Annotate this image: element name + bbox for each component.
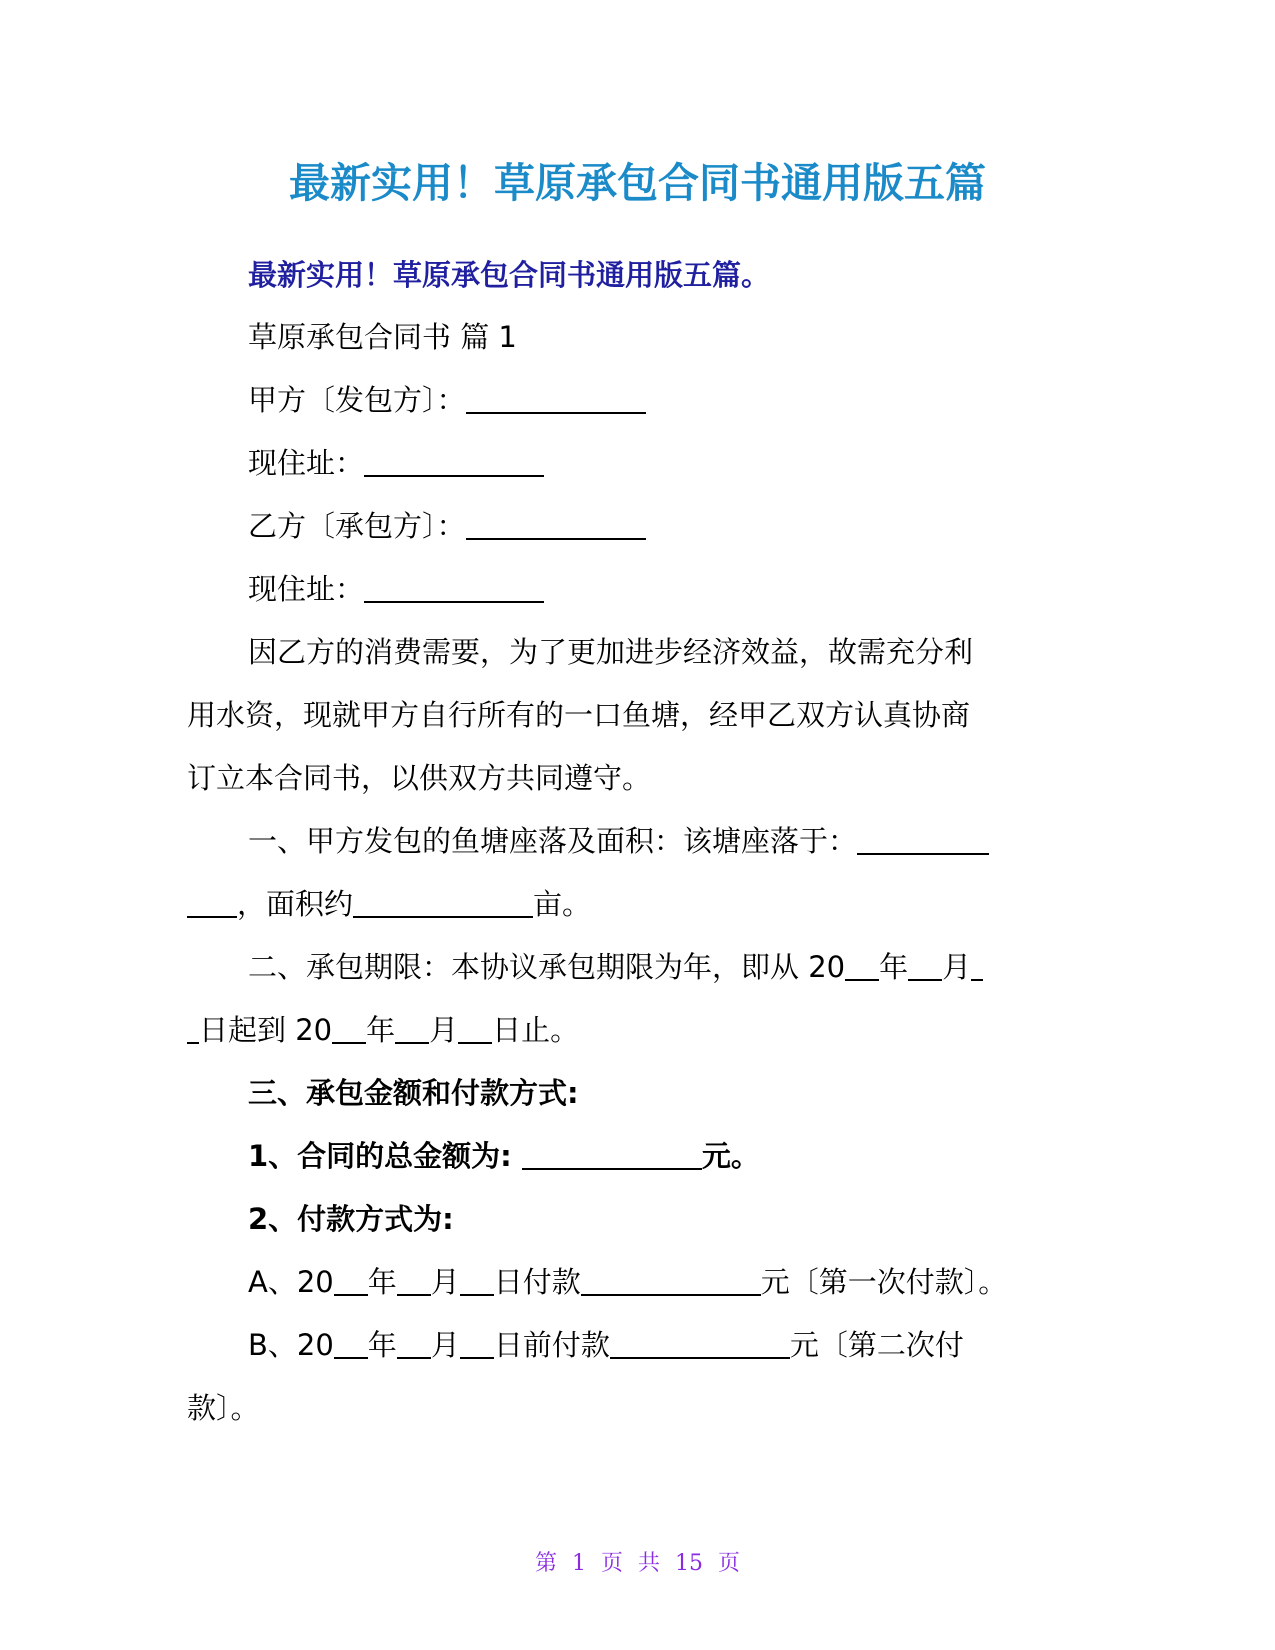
- footer-total-pages: 15: [675, 1551, 704, 1576]
- party-b-label: 乙方〔承包方〕：: [248, 509, 466, 543]
- footer-page-number: 1: [571, 1551, 586, 1576]
- party-a-blank: [466, 382, 646, 414]
- total-amount-label: 1、合同的总金额为:: [248, 1139, 512, 1173]
- party-b-address-blank: [364, 571, 544, 603]
- party-b-blank: [466, 508, 646, 540]
- item-b-line: [248, 1325, 964, 1365]
- end-day-label: 日止。: [492, 1013, 580, 1047]
- footer-label-ye: 页: [600, 1551, 623, 1576]
- end-year-label: 年: [366, 1013, 396, 1047]
- item-b-year: 年: [367, 1328, 397, 1362]
- item-b-line-2: 款〕。: [187, 1391, 260, 1425]
- footer-label-ye-2: 页: [718, 1551, 741, 1576]
- end-month-label: 月: [429, 1013, 459, 1047]
- intro-line-2: 用水资，现就甲方自行所有的一口鱼塘，经甲乙双方认真协商: [187, 698, 971, 732]
- pond-location-blank-cont: [187, 886, 237, 918]
- item-a-line: [248, 1262, 1007, 1302]
- pond-location-blank: [857, 823, 989, 855]
- party-b-address-line: [248, 569, 544, 609]
- area-blank: [353, 886, 533, 918]
- item-a-month: 月: [430, 1265, 460, 1299]
- footer-label-di: 第: [534, 1551, 557, 1576]
- clause1-text: 一、甲方发包的鱼塘座落及面积：该塘座落于：: [248, 824, 858, 858]
- total-amount-unit: 元。: [701, 1139, 760, 1173]
- intro-line-3: 订立本合同书，以供双方共同遵守。: [187, 761, 652, 795]
- end-month-blank: [395, 1012, 429, 1044]
- party-a-address-blank: [364, 445, 544, 477]
- area-unit: 亩。: [533, 887, 592, 921]
- total-amount-blank: [522, 1138, 702, 1170]
- party-a-line: [248, 380, 646, 420]
- start-day-blank-cont: [187, 1012, 199, 1044]
- page-footer: [0, 1546, 1275, 1577]
- item-b-suffix: 元〔第二次付: [789, 1328, 964, 1362]
- clause3-heading: 三、承包金额和付款方式:: [248, 1076, 579, 1110]
- item-a-year-blank: [334, 1264, 368, 1296]
- start-year-label: 年: [879, 950, 909, 984]
- item-a-amount-blank: [581, 1264, 761, 1296]
- item-b-amount-blank: [610, 1327, 790, 1359]
- end-year-blank: [332, 1012, 366, 1044]
- party-a-address-line: [248, 443, 544, 483]
- item-a-day: 日付款: [493, 1265, 581, 1299]
- document-subtitle: 最新实用！草原承包合同书通用版五篇。: [248, 258, 771, 292]
- item-b-year-blank: [334, 1327, 368, 1359]
- item-b-prefix: B、20: [248, 1328, 334, 1362]
- item-b-month-blank: [397, 1327, 431, 1359]
- intro-line-1: 因乙方的消费需要，为了更加进步经济效益，故需充分利: [248, 635, 974, 669]
- start-month-blank: [908, 949, 942, 981]
- clause1-line-1: [248, 821, 989, 861]
- area-label: ，面积约: [237, 887, 354, 921]
- item1-line: [248, 1136, 760, 1176]
- item-a-suffix: 元〔第一次付款〕。: [760, 1265, 1008, 1299]
- party-a-label: 甲方〔发包方〕：: [248, 383, 466, 417]
- item-b-month: 月: [430, 1328, 460, 1362]
- party-b-address-label: 现住址：: [248, 572, 365, 606]
- section-heading: 草原承包合同书 篇 1: [248, 320, 517, 354]
- item-a-year: 年: [367, 1265, 397, 1299]
- footer-label-gong: 共: [638, 1551, 661, 1576]
- item-a-prefix: A、20: [248, 1265, 334, 1299]
- clause2-line-2: [187, 1010, 579, 1050]
- item-b-day-blank: [460, 1327, 494, 1359]
- clause1-line-2: [187, 884, 591, 924]
- party-b-line: [248, 506, 646, 546]
- item-b-day: 日前付款: [493, 1328, 610, 1362]
- start-day-blank: [971, 949, 983, 981]
- start-month-label: 月: [942, 950, 972, 984]
- clause2-text: 二、承包期限：本协议承包期限为年，即从 20: [248, 950, 846, 984]
- end-date-prefix: 日起到 20: [199, 1013, 333, 1047]
- end-day-blank: [458, 1012, 492, 1044]
- item-a-month-blank: [397, 1264, 431, 1296]
- party-a-address-label: 现住址：: [248, 446, 365, 480]
- document-title: 最新实用！草原承包合同书通用版五篇: [289, 159, 986, 207]
- start-year-blank: [845, 949, 879, 981]
- item-a-day-blank: [460, 1264, 494, 1296]
- clause2-line-1: [248, 947, 983, 987]
- item2-line: 2、付款方式为:: [248, 1202, 454, 1236]
